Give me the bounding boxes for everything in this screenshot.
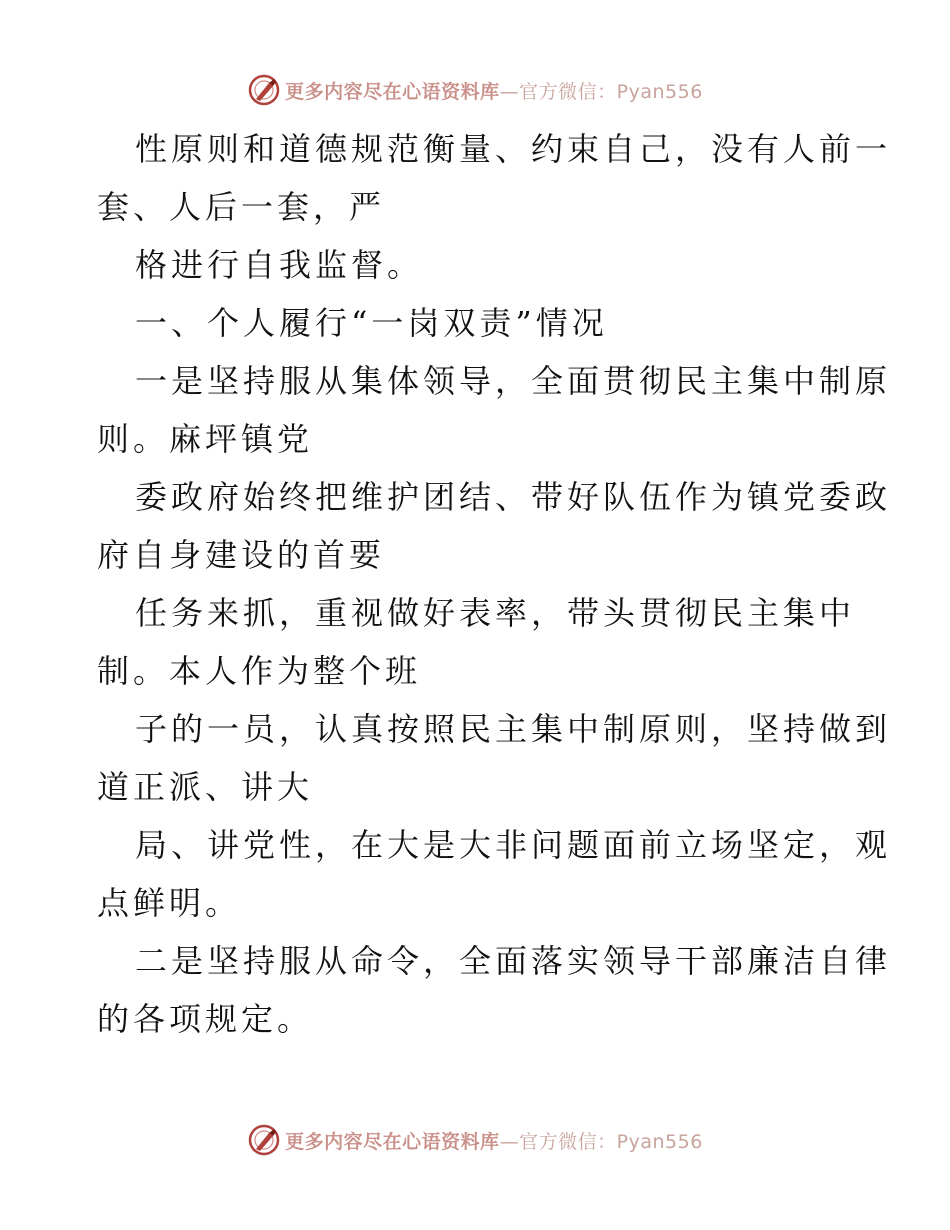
body-line-16: 的各项规定。 — [97, 1000, 314, 1038]
body-line-12: 道正派、讲大 — [97, 768, 314, 806]
body-line-1: 性原则和道德规范衡量、约束自己，没有人前一 — [135, 130, 892, 168]
body-line-15: 二是坚持服从命令，全面落实领导干部廉洁自律 — [135, 942, 892, 980]
section-heading-1: 一、个人履行“一岗双责”情况 — [135, 304, 608, 342]
pen-nib-circle-icon — [247, 1123, 281, 1157]
footer-banner-separator: — — [499, 1130, 520, 1153]
body-line-7: 委政府始终把维护团结、带好队伍作为镇党委政 — [135, 478, 892, 516]
body-line-13: 局、讲党性，在大是大非问题面前立场坚定，观 — [135, 826, 892, 864]
body-line-5: 一是坚持服从集体领导，全面贯彻民主集中制原 — [135, 362, 892, 400]
header-banner-contact: 官方微信：Pyan556 — [519, 80, 703, 103]
header-banner-site: 更多内容尽在心语资料库 — [285, 80, 500, 103]
body-line-3: 格进行自我监督。 — [135, 246, 424, 284]
header-banner-separator: — — [499, 80, 520, 103]
header-watermark-banner — [0, 70, 950, 110]
footer-watermark-banner — [0, 1120, 950, 1160]
document-body — [97, 120, 892, 1048]
body-line-10: 制。本人作为整个班 — [97, 652, 422, 690]
body-line-11: 子的一员，认真按照民主集中制原则，坚持做到 — [135, 710, 892, 748]
pen-nib-circle-icon — [247, 73, 281, 107]
footer-banner-contact: 官方微信：Pyan556 — [519, 1130, 703, 1153]
body-line-2: 套、人后一套，严 — [97, 188, 386, 226]
body-line-6: 则。麻坪镇党 — [97, 420, 314, 458]
body-line-14: 点鲜明。 — [97, 884, 242, 922]
body-line-8: 府自身建设的首要 — [97, 536, 386, 574]
footer-banner-site: 更多内容尽在心语资料库 — [285, 1130, 500, 1153]
body-line-9: 任务来抓，重视做好表率，带头贯彻民主集中 — [135, 594, 856, 632]
